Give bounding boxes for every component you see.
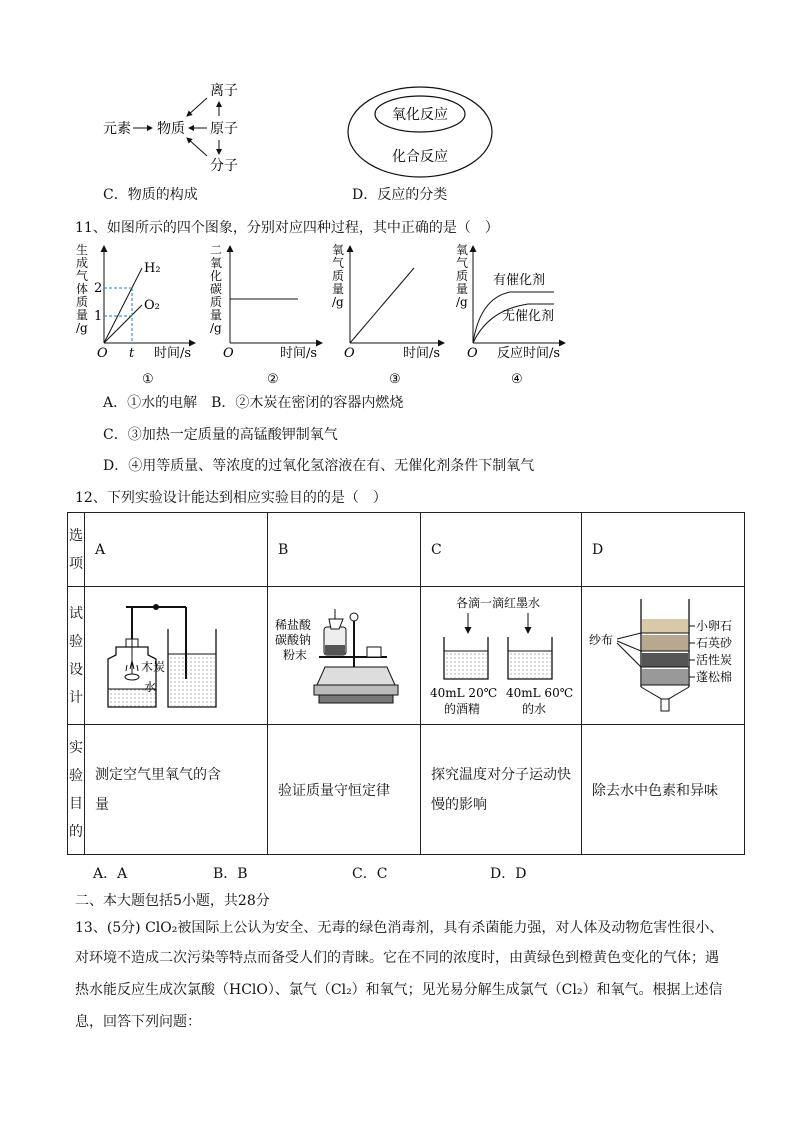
label-outer: 化合反应 — [392, 149, 448, 165]
design-b — [268, 587, 421, 725]
ylabel-char: 体 — [76, 282, 89, 296]
q13-line-2: 对环境不造成二次污染等特点而备受人们的青睐。它在不同的浓度时，由黄绿色到橙黄色变化的气体；遇 — [75, 950, 719, 966]
label-c-right2: 的水 — [522, 701, 547, 716]
q11-option-d: D．④用等质量、等浓度的过氧化氢溶液在有、无催化剂条件下制氧气 — [103, 458, 535, 474]
ylabel-char: /g — [456, 295, 468, 309]
label-d1: 小卵石 — [696, 618, 733, 633]
ylabel-char: 质 — [456, 269, 469, 283]
label-c-right1: 40mL 60℃ — [506, 685, 574, 700]
col-head-d: D — [582, 513, 745, 587]
origin: O — [344, 346, 355, 361]
label-shabu: 纱布 — [589, 632, 614, 647]
label-b2: 碳酸钠 — [275, 632, 312, 647]
arrow — [187, 98, 207, 116]
apparatus-balance — [269, 589, 419, 719]
node-fenzi: 分子 — [210, 158, 238, 174]
node-wuzhi: 物质 — [157, 121, 185, 137]
diagram-material-composition — [95, 78, 275, 178]
ylabel-char: 量 — [332, 282, 345, 296]
ylabel-char: 量 — [76, 308, 89, 322]
design-a — [85, 587, 268, 725]
node-lizi: 离子 — [210, 83, 238, 99]
label-c-top: 各滴一滴红墨水 — [456, 595, 541, 610]
design-c — [421, 587, 582, 725]
graph-number: ② — [267, 372, 279, 387]
xlabel: 时间/s — [403, 346, 441, 361]
col-head-b: B — [268, 513, 421, 587]
purpose-c: 探究温度对分子运动快 慢的影响 — [421, 725, 582, 855]
ylabel-char: 氧 — [332, 243, 345, 257]
node-yuansu: 元素 — [103, 121, 131, 137]
series-label: 有催化剂 — [493, 273, 546, 288]
q12-stem: 12、下列实验设计能达到相应实验目的的是（ ） — [75, 490, 387, 506]
q11-stem: 11、如图所示的四个图象，分别对应四种过程，其中正确的是（ ） — [75, 220, 499, 236]
ylabel-char: 量 — [456, 282, 469, 296]
q12-option-c: C．C — [352, 866, 388, 882]
section-heading: 二、本大题包括5小题，共28分 — [75, 893, 270, 909]
apparatus-water-filter — [583, 589, 743, 719]
tick-label: t — [129, 346, 135, 361]
row-head-purpose: 实 验 目 的 — [68, 725, 85, 855]
q11-option-c: C．③加热一定质量的高锰酸钾制氧气 — [103, 427, 338, 443]
ylabel-char: /g — [210, 321, 222, 335]
label-b1: 稀盐酸 — [275, 617, 312, 632]
graph-4 — [467, 246, 565, 387]
xlabel: 时间/s — [154, 346, 192, 361]
option-d-label: D．反应的分类 — [352, 187, 448, 203]
label-c-left1: 40mL 20℃ — [430, 685, 498, 700]
graph-1 — [94, 246, 195, 387]
label-inner: 氧化反应 — [392, 107, 448, 123]
ylabel-char: 质 — [210, 295, 223, 309]
graph-number: ④ — [511, 372, 523, 387]
purpose-a: 测定空气里氧气的含 量 — [85, 725, 268, 855]
ylabel-char: 成 — [76, 256, 89, 270]
ylabel-char: 气 — [332, 256, 345, 270]
xlabel: 时间/s — [280, 346, 318, 361]
ylabel-char: 生 — [76, 243, 89, 257]
graph-number: ③ — [389, 372, 401, 387]
label-shui: 水 — [144, 679, 157, 694]
graph-3 — [344, 246, 444, 387]
diagram-reaction-classification — [345, 80, 495, 180]
arrow — [187, 138, 207, 156]
q13-line-4: 息，回答下列问题： — [75, 1014, 201, 1030]
option-c-label: C．物质的构成 — [103, 187, 198, 203]
table-row — [68, 513, 745, 587]
q12-option-a: A．A — [93, 866, 128, 882]
label-d4: 蓬松棉 — [696, 669, 733, 684]
q13-line-3: 热水能反应生成次氯酸（HClO）、氯气（Cl₂）和氧气；见光易分解生成氯气（Cl₂）和氧气。根据上述信 — [75, 982, 723, 998]
table-row — [68, 587, 745, 725]
label-b3: 粉末 — [283, 647, 308, 662]
experiment-table — [67, 512, 745, 855]
ylabel-char: /g — [76, 321, 88, 335]
col-head-a: A — [85, 513, 268, 587]
q11-option-ab: A．①水的电解 B．②木炭在密闭的容器内燃烧 — [103, 395, 404, 411]
design-d — [582, 587, 745, 725]
q12-option-d: D．D — [490, 866, 527, 882]
col-head-c: C — [421, 513, 582, 587]
ylabel-char: 氧 — [456, 243, 469, 257]
origin: O — [223, 346, 234, 361]
ylabel-char: 质 — [76, 295, 89, 309]
label-d2: 石英砂 — [696, 635, 733, 650]
series-label: 无催化剂 — [502, 309, 555, 324]
q11-graphs — [70, 240, 590, 388]
node-yuanzi: 原子 — [210, 121, 238, 137]
ylabel-char: 碳 — [210, 282, 223, 296]
label-tan: 木炭 — [141, 659, 166, 674]
apparatus-diffusion — [422, 589, 580, 719]
tick-label: 2 — [94, 281, 103, 296]
label-c-left2: 的酒精 — [444, 701, 481, 716]
graph-2 — [223, 246, 322, 387]
label-d3: 活性炭 — [696, 652, 733, 667]
q12-option-b: B．B — [213, 866, 248, 882]
ylabel-char: 质 — [332, 269, 345, 283]
q13-line-1: 13、(5分) ClO₂被国际上公认为安全、无毒的绿色消毒剂，具有杀菌能力强，对人体及动物危害性很小、 — [75, 920, 724, 936]
table-row — [68, 725, 745, 855]
series-label: O₂ — [144, 298, 160, 313]
xlabel: 反应时间/s — [497, 346, 561, 361]
purpose-b: 验证质量守恒定律 — [268, 725, 421, 855]
purpose-d: 除去水中色素和异味 — [582, 725, 745, 855]
row-head-options: 选 项 — [68, 513, 85, 587]
ylabel-char: 氧 — [210, 256, 223, 270]
ylabel-char: 气 — [456, 256, 469, 270]
series-label: H₂ — [144, 261, 161, 276]
tick-label: 1 — [94, 309, 103, 324]
graph-number: ① — [142, 372, 154, 387]
ylabel-char: 化 — [210, 269, 223, 283]
ylabel-char: 量 — [210, 308, 223, 322]
ylabel-char: /g — [332, 295, 344, 309]
row-head-design: 试 验 设 计 — [68, 587, 85, 725]
apparatus-oxygen-content — [86, 589, 266, 719]
origin: O — [97, 346, 108, 361]
origin: O — [467, 346, 478, 361]
ylabel-char: 二 — [210, 243, 223, 257]
ylabel-char: 气 — [76, 269, 89, 283]
